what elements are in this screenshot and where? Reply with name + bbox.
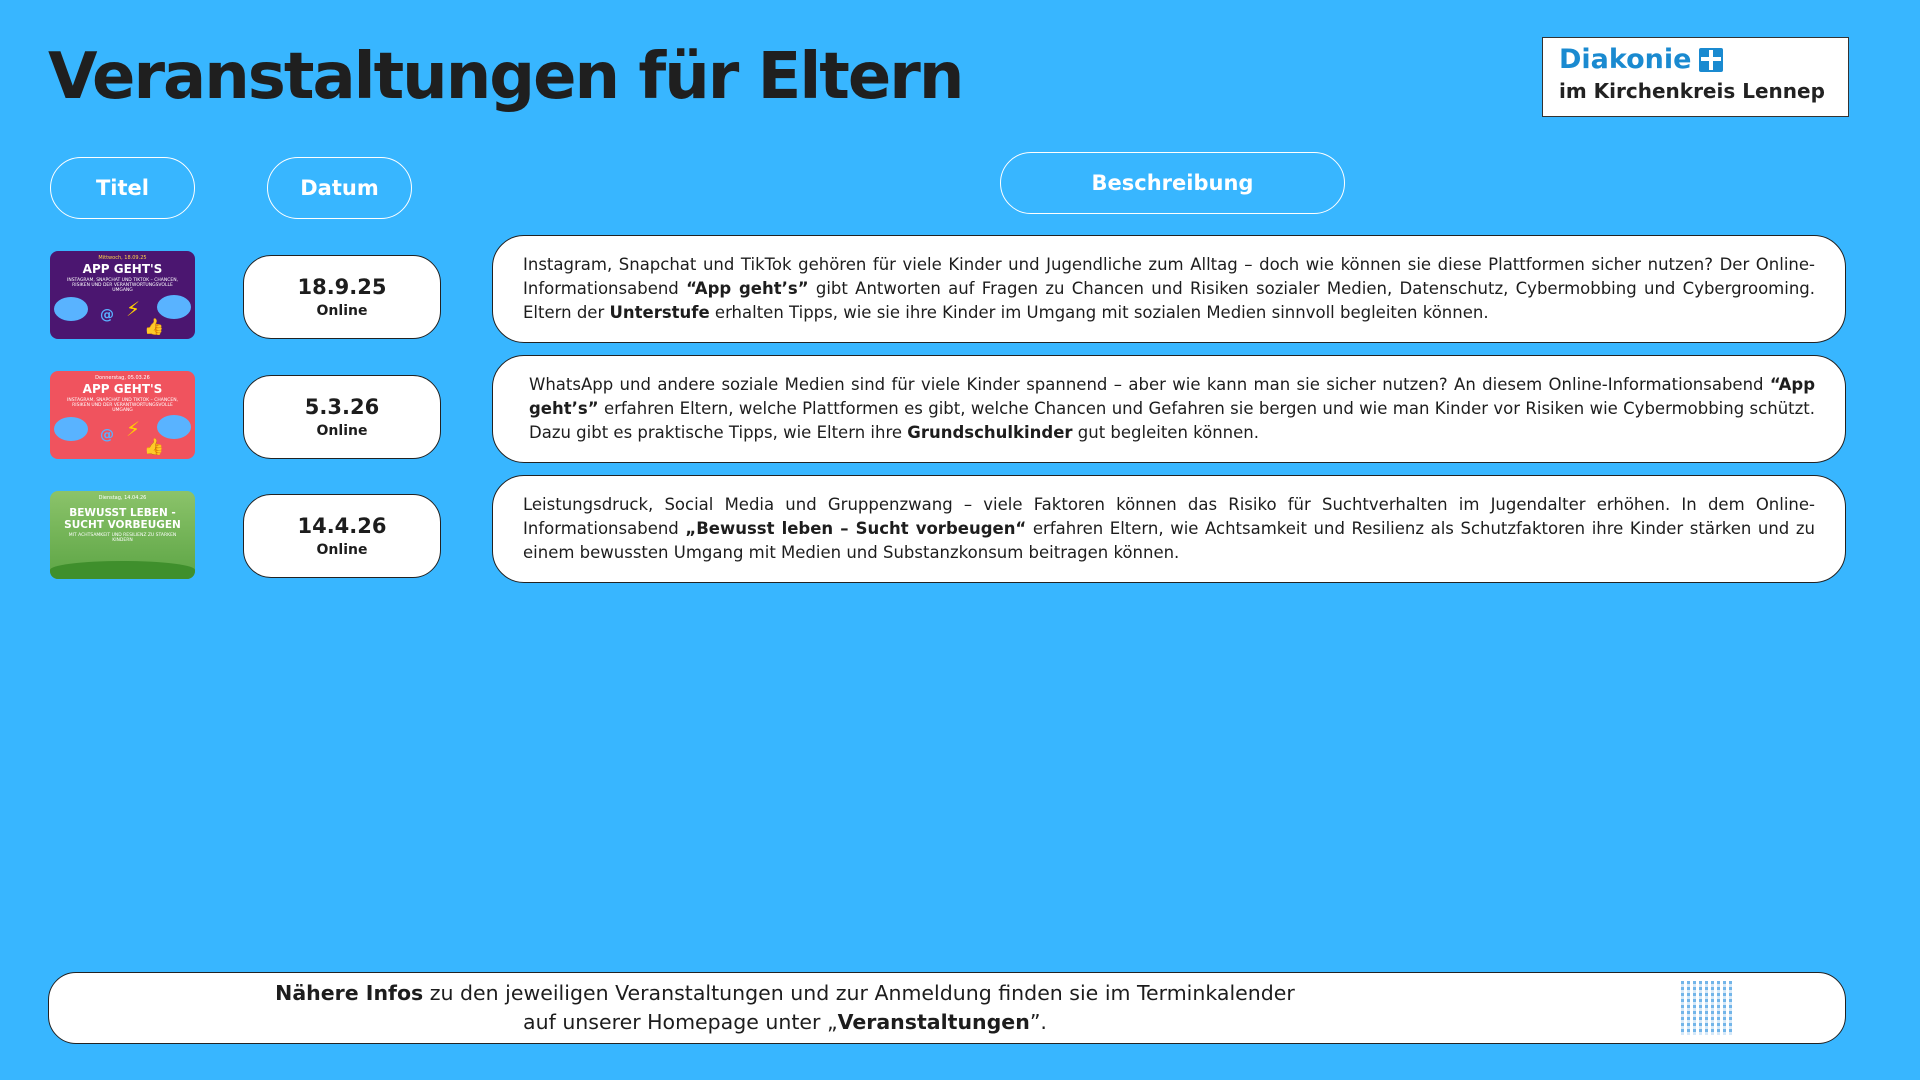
event-date-card: 14.4.26 Online [243, 494, 441, 578]
event-description: WhatsApp und andere soziale Medien sind für viele Kinder spannend – aber wie kann man sie sicher nutzen? An diesem Online-Informationsabend “App geht’s” erfahren Eltern, welche Plattformen es gibt, welche Chancen und Gefahren sie bergen und wie man Kinder vor Risiken wie Cybermobbing schützt. Dazu gibt es praktische Tipps, wie Eltern ihre Grundschulkinder gut begleiten können. [529, 375, 1815, 442]
at-icon: @ [100, 427, 114, 443]
logo-name: Diakonie [1559, 44, 1692, 75]
at-icon: @ [100, 307, 114, 323]
thumbs-up-icon: 👍 [144, 437, 164, 456]
diakonie-cross-icon [1699, 48, 1723, 72]
event-description-card [492, 475, 1846, 583]
footer-text: Nähere Infos zu den jeweiligen Veranstaltungen und zur Anmeldung finden sie im Terminkalender auf unserer Homepage unter „Veranstaltungen”. [275, 981, 1295, 1034]
column-header-date: Datum [267, 157, 412, 219]
speech-bubble-icon [157, 415, 191, 439]
event-thumbnail[interactable]: Donnerstag, 05.03.26 APP GEHT'S INSTAGRAM, SNAPCHAT UND TIKTOK – CHANCEN, RISIKEN UND DER VERANTWORTUNGSVOLLE UMGANG ⚡ @ 👍 [50, 371, 195, 459]
page-title: Veranstaltungen für Eltern [48, 40, 963, 114]
qr-code[interactable] [1681, 981, 1735, 1035]
event-date-card: 5.3.26 Online [243, 375, 441, 459]
speech-bubble-icon [157, 295, 191, 319]
lightning-icon: ⚡ [126, 417, 141, 441]
event-thumbnail[interactable]: Dienstag, 14.04.26 BEWUSST LEBEN - SUCHT VORBEUGEN MIT ACHTSAMKEIT UND RESILIENZ ZU STARKEN KINDERN [50, 491, 195, 579]
event-description: Leistungsdruck, Social Media und Gruppenzwang – viele Faktoren können das Risiko für Suchtverhalten im Jugendalter erhöhen. In dem Online-Informationsabend „Bewusst leben – Sucht vorbeugen“ erfahren Eltern, wie Achtsamkeit und Resilienz als Schutzfaktoren ihre Kinder stärken und zu einem bewussten Umgang mit Medien und Substanzkonsum beitragen können. [523, 495, 1815, 562]
lightning-icon: ⚡ [126, 297, 141, 321]
event-thumbnail[interactable]: Mittwoch, 18.09.25 APP GEHT'S INSTAGRAM, SNAPCHAT UND TIKTOK – CHANCEN, RISIKEN UND DER VERANTWORTUNGSVOLLE UMGANG ⚡ @ 👍 [50, 251, 195, 339]
footer-info-box [48, 972, 1846, 1044]
event-description: Instagram, Snapchat und TikTok gehören für viele Kinder und Jugendliche zum Alltag – doch wie können sie diese Plattformen sicher nutzen? Der Online-Informationsabend “App geht’s” gibt Antworten auf Fragen zu Chancen und Risiken sozialer Medien, Datenschutz, Cybermobbing und Cybergrooming. Eltern der Unterstufe erhalten Tipps, wie sie ihre Kinder im Umgang mit sozialen Medien sinnvoll begleiten können. [523, 255, 1815, 322]
thumbs-up-icon: 👍 [144, 317, 164, 336]
logo-subtitle: im Kirchenkreis Lennep [1559, 79, 1825, 103]
column-header-title: Titel [50, 157, 195, 219]
event-description-card [492, 235, 1846, 343]
hill-shape [50, 561, 195, 579]
column-header-description: Beschreibung [1000, 152, 1345, 214]
speech-bubble-icon [54, 297, 88, 321]
speech-bubble-icon [54, 417, 88, 441]
event-date-card: 18.9.25 Online [243, 255, 441, 339]
event-description-card [492, 355, 1846, 463]
diakonie-logo [1542, 37, 1849, 117]
